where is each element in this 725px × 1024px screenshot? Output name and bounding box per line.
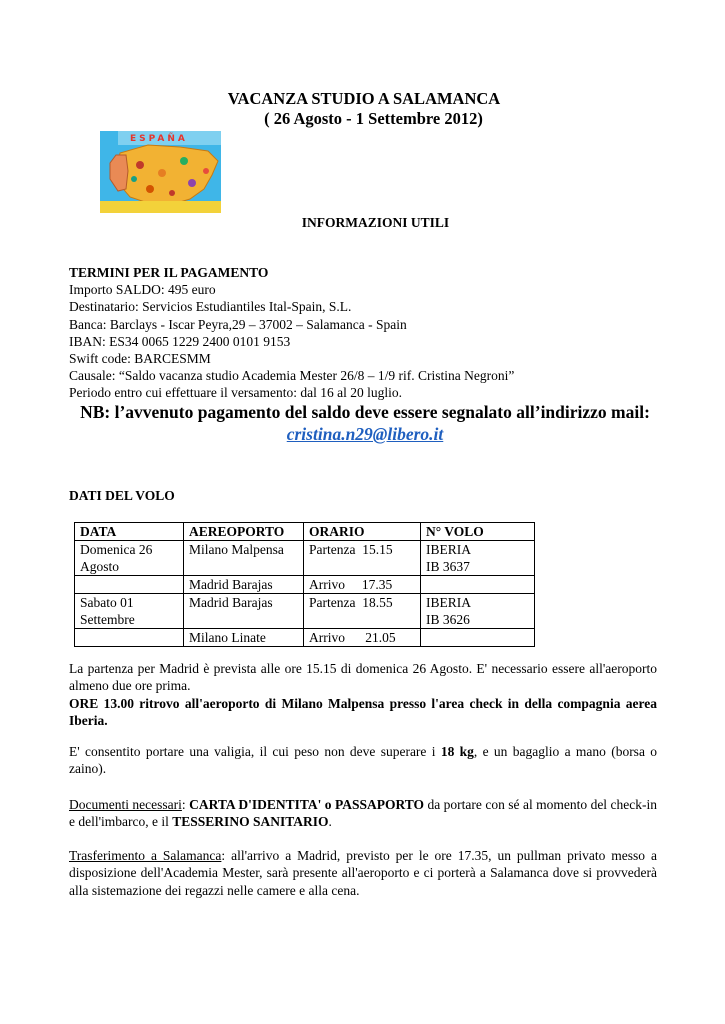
table-cell: Milano Malpensa xyxy=(184,541,304,576)
payment-line: Swift code: BARCESMM xyxy=(69,351,211,367)
column-header: AEREOPORTO xyxy=(184,523,304,541)
documents-end: . xyxy=(328,814,332,830)
flight-table xyxy=(74,522,535,647)
table-cell xyxy=(421,576,535,594)
document-dates: ( 26 Agosto - 1 Settembre 2012) xyxy=(264,109,483,128)
table-row xyxy=(75,629,535,647)
departure-text: La partenza per Madrid è prevista alle ore 15.15 di domenica 26 Agosto. E' necessario essere all'aeroporto almeno due ore prima. xyxy=(69,661,657,694)
transfer-paragraph xyxy=(69,847,657,899)
table-cell: IBERIA IB 3626 xyxy=(421,594,535,629)
departure-paragraph xyxy=(69,660,657,730)
payment-line: Periodo entro cui effettuare il versamento: dal 16 al 20 luglio. xyxy=(69,385,403,401)
table-cell: Partenza 18.55 xyxy=(304,594,421,629)
nb-notice xyxy=(69,401,661,445)
luggage-weight: 18 kg xyxy=(440,744,474,759)
table-cell: Milano Linate xyxy=(184,629,304,647)
table-cell: Partenza 15.15 xyxy=(304,541,421,576)
table-row xyxy=(75,576,535,594)
table-header-row xyxy=(75,523,535,541)
column-header: DATA xyxy=(75,523,184,541)
documents-paragraph xyxy=(69,796,657,831)
table-cell: Domenica 26 Agosto xyxy=(75,541,184,576)
meeting-text: ORE 13.00 ritrovo all'aeroporto di Milano Malpensa presso l'area check in della compagnia aerea Iberia. xyxy=(69,695,657,729)
payment-line: Causale: “Saldo vacanza studio Academia Mester 26/8 – 1/9 rif. Cristina Negroni” xyxy=(69,368,515,384)
documents-health-card: TESSERINO SANITARIO xyxy=(172,814,329,830)
table-cell: Madrid Barajas xyxy=(184,576,304,594)
section-subtitle: INFORMAZIONI UTILI xyxy=(301,215,450,230)
table-cell xyxy=(75,576,184,594)
payment-section xyxy=(69,264,514,402)
table-cell: IBERIA IB 3637 xyxy=(421,541,535,576)
luggage-paragraph xyxy=(69,743,657,778)
luggage-text-end: , e un bagaglio a mano (borsa o zaino). xyxy=(69,744,658,777)
column-header: N° VOLO xyxy=(421,523,535,541)
table-row xyxy=(75,541,535,576)
column-header: ORARIO xyxy=(304,523,421,541)
documents-label: Documenti necessari xyxy=(69,797,182,812)
table-cell: Arrivo 17.35 xyxy=(304,576,421,594)
table-cell: Sabato 01 Settembre xyxy=(75,594,184,629)
documents-text: da portare con sé al momento del check-in e dell'imbarco, e il xyxy=(69,797,657,830)
map-label: ESPAÑA xyxy=(130,134,188,144)
table-cell: Madrid Barajas xyxy=(184,594,304,629)
payment-heading: TERMINI PER IL PAGAMENTO xyxy=(69,265,269,280)
transfer-text: : all'arrivo a Madrid, previsto per le ore 17.35, un pullman privato messo a disposizione dell'Academia Mester, sarà presente all'aeroporto e ci porterà a Salamanca dove si provvederà alla sistemazione dei regazzi nelle camere e alla cena. xyxy=(69,848,657,898)
table-cell xyxy=(421,629,535,647)
email-link[interactable]: cristina.n29@libero.it xyxy=(286,424,444,444)
spain-map-illustration xyxy=(100,131,221,213)
document-title: VACANZA STUDIO A SALAMANCA xyxy=(227,89,501,108)
payment-line: Importo SALDO: 495 euro xyxy=(69,282,216,298)
documents-sep: : xyxy=(181,797,190,812)
luggage-text: E' consentito portare una valigia, il cui peso non deve superare i xyxy=(69,744,441,759)
payment-line: Destinatario: Servicios Estudiantiles Ital-Spain, S.L. xyxy=(69,299,352,315)
table-row xyxy=(75,594,535,629)
payment-line: IBAN: ES34 0065 1229 2400 0101 9153 xyxy=(69,333,291,349)
payment-line: Banca: Barclays - Iscar Peyra,29 – 37002 – Salamanca - Spain xyxy=(69,316,407,332)
transfer-label: Trasferimento a Salamanca xyxy=(69,848,222,863)
table-cell: Arrivo 21.05 xyxy=(304,629,421,647)
flight-heading: DATI DEL VOLO xyxy=(69,488,175,503)
nb-text: NB: l’avvenuto pagamento del saldo deve essere segnalato all’indirizzo mail: xyxy=(80,402,650,422)
documents-id: CARTA D'IDENTITA' o PASSAPORTO xyxy=(189,797,425,812)
table-cell xyxy=(75,629,184,647)
